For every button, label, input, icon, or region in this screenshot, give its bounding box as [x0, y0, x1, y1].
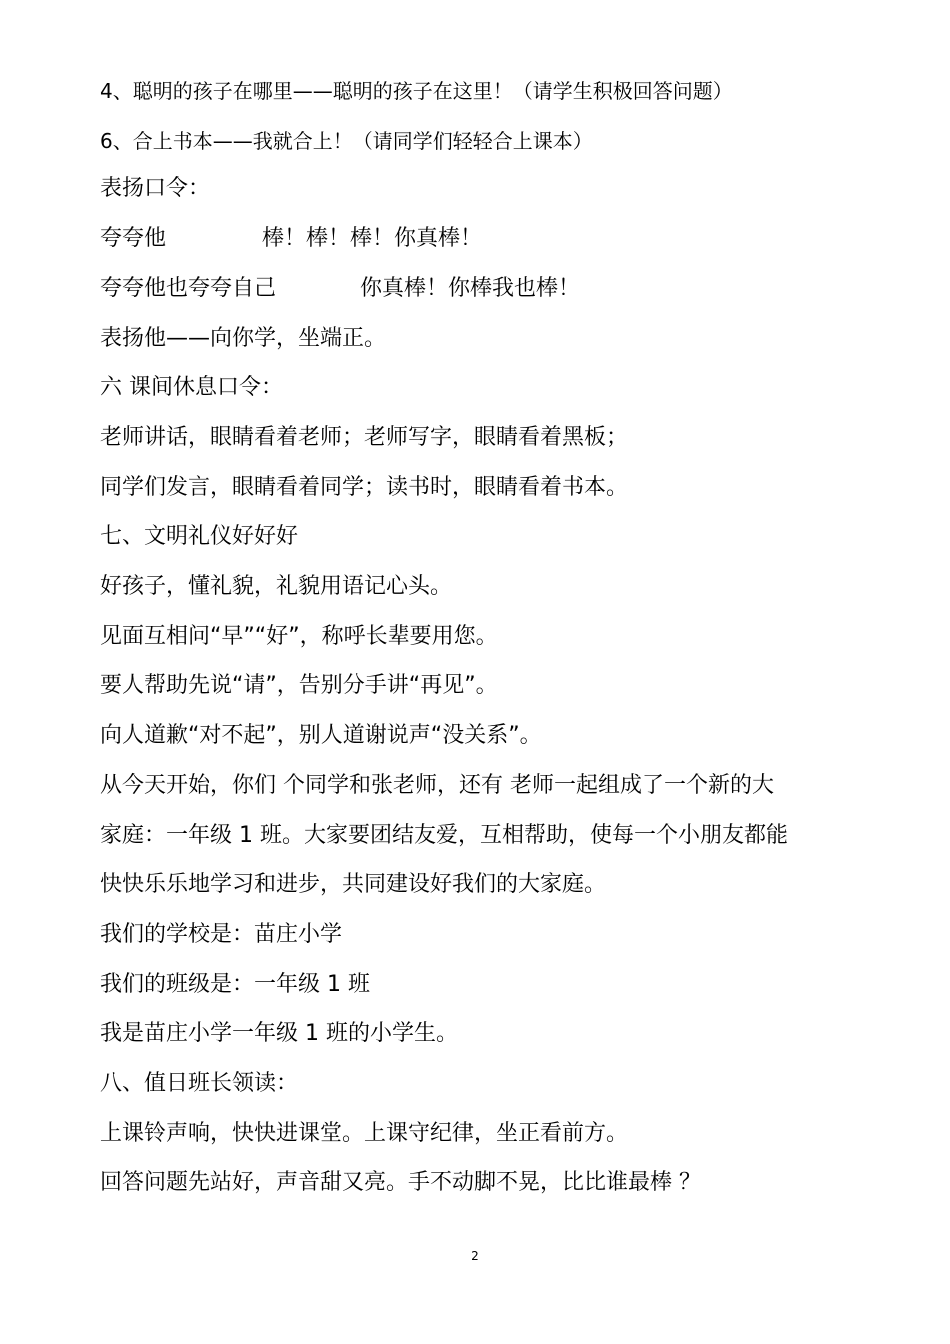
text-line-15: 从今天开始，你们 个同学和张老师，还有 老师一起组成了一个新的大: [100, 773, 774, 798]
text-line-16: 家庭：一年级 1 班。大家要团结友爱，互相帮助，使每一个小朋友都能: [100, 823, 788, 848]
praise-row-1: [100, 224, 860, 254]
text-line-18: 我们的学校是：苗庄小学: [100, 922, 343, 947]
section-heading-break: 六 课间休息口令：: [100, 375, 283, 400]
text-line-17: 快快乐乐地学习和进步，共同建设好我们的大家庭。: [100, 872, 607, 897]
praise-2-response: 你真棒！你棒我也棒！: [360, 276, 581, 301]
text-line-11: 好孩子，懂礼貌，礼貌用语记心头。: [100, 574, 453, 599]
text-line-9: 同学们发言，眼睛看着同学；读书时，眼睛看着书本。: [100, 475, 629, 500]
text-line-13: 要人帮助先说“请”，告别分手讲“再见”。: [100, 673, 498, 698]
text-line-20: 我是苗庄小学一年级 1 班的小学生。: [100, 1021, 458, 1046]
text-line-8: 老师讲话，眼睛看着老师；老师写字，眼睛看着黑板；: [100, 425, 629, 450]
text-line-14: 向人道歉“对不起”，别人道谢说声“没关系”。: [100, 723, 542, 748]
praise-1-response: 棒！棒！棒！你真棒！: [262, 226, 483, 251]
text-line-6: 表扬他——向你学，坐端正。: [100, 326, 387, 351]
text-line-19: 我们的班级是：一年级 1 班: [100, 972, 370, 997]
text-line-12: 见面互相问“早”“好”，称呼长辈要用您。: [100, 624, 498, 649]
text-line-2: 6、合上书本——我就合上！（请同学们轻轻合上课本）: [100, 129, 593, 153]
section-heading-etiquette: 七、文明礼仪好好好: [100, 524, 299, 549]
section-heading-monitor: 八、值日班长领读：: [100, 1071, 299, 1096]
section-heading-praise: 表扬口令：: [100, 176, 211, 201]
page-number: 2: [471, 1249, 479, 1263]
praise-2-prompt: 夸夸他也夸夸自己: [100, 276, 277, 301]
text-line-23: 回答问题先站好，声音甜又亮。手不动脚不晃，比比谁最棒 ？: [100, 1170, 701, 1195]
praise-row-2: [100, 274, 860, 304]
text-line-22: 上课铃声响，快快进课堂。上课守纪律，坐正看前方。: [100, 1121, 629, 1146]
text-line-1: 4、聪明的孩子在哪里——聪明的孩子在这里！（请学生积极回答问题）: [100, 79, 733, 103]
praise-1-prompt: 夸夸他: [100, 226, 167, 251]
